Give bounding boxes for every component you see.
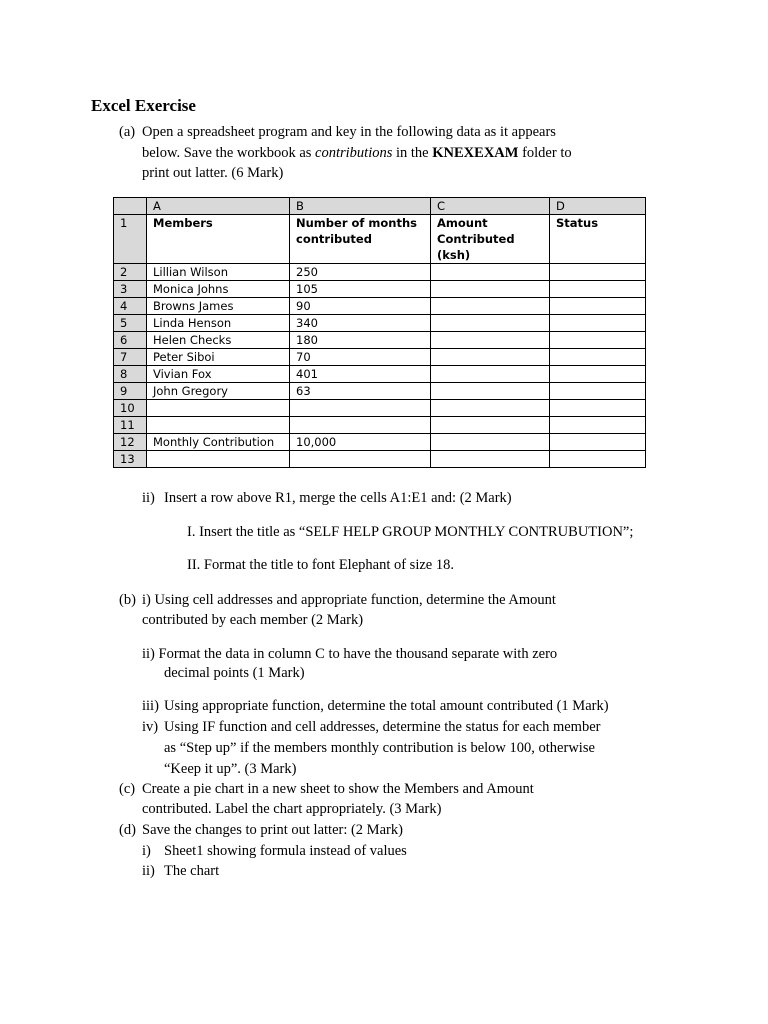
row-number: 3 bbox=[114, 281, 147, 298]
part-a-line-3: print out latter. (6 Mark) bbox=[142, 165, 284, 181]
table-cell: 340 bbox=[290, 315, 431, 332]
spreadsheet-table bbox=[113, 197, 646, 468]
table-cell bbox=[431, 383, 550, 400]
table-cell bbox=[147, 417, 290, 434]
header-cell: Number of months contributed bbox=[290, 215, 431, 264]
b-iv-label: iv) bbox=[142, 719, 159, 735]
table-row bbox=[114, 298, 646, 315]
table-row bbox=[114, 434, 646, 451]
table-cell bbox=[550, 417, 646, 434]
d-ii-text: The chart bbox=[164, 863, 220, 879]
column-letter: A bbox=[147, 198, 290, 215]
row-number: 1 bbox=[114, 215, 147, 264]
table-cell bbox=[550, 315, 646, 332]
table-cell bbox=[431, 315, 550, 332]
column-letter: D bbox=[550, 198, 646, 215]
table-cell bbox=[431, 349, 550, 366]
table-cell: Peter Siboi bbox=[147, 349, 290, 366]
table-cell bbox=[431, 400, 550, 417]
d-text: Save the changes to print out latter: (2 Mark) bbox=[142, 822, 403, 838]
table-cell: Vivian Fox bbox=[147, 366, 290, 383]
b-iv-line-2: as “Step up” if the members monthly contribution is below 100, otherwise bbox=[164, 740, 595, 756]
d-i-text: Sheet1 showing formula instead of values bbox=[164, 843, 407, 859]
part-a-text bbox=[142, 122, 572, 184]
b-iv-line-1: Using IF function and cell addresses, determine the status for each member bbox=[164, 719, 601, 735]
table-cell bbox=[550, 281, 646, 298]
table-cell: 10,000 bbox=[290, 434, 431, 451]
d-i-label: i) bbox=[142, 843, 151, 859]
table-cell bbox=[290, 451, 431, 468]
table-cell: John Gregory bbox=[147, 383, 290, 400]
part-a-line-1: Open a spreadsheet program and key in the following data as it appears bbox=[142, 124, 556, 140]
table-row bbox=[114, 281, 646, 298]
b-i-line-2: contributed by each member (2 Mark) bbox=[142, 612, 364, 628]
c-line-2: contributed. Label the chart appropriately. (3 Mark) bbox=[142, 801, 442, 817]
table-cell: 90 bbox=[290, 298, 431, 315]
table-cell: 180 bbox=[290, 332, 431, 349]
table-cell: Lillian Wilson bbox=[147, 264, 290, 281]
part-a-line-2-post: folder to bbox=[518, 144, 572, 161]
a-ii-sub-1: I. Insert the title as “SELF HELP GROUP MONTHLY CONTRUBUTION”; bbox=[187, 524, 634, 540]
part-a-line-2-pre: below. Save the workbook as bbox=[142, 144, 316, 161]
table-cell bbox=[147, 400, 290, 417]
table-cell: 401 bbox=[290, 366, 431, 383]
table-cell bbox=[431, 281, 550, 298]
b-ii-line-1: ii) Format the data in column C to have the thousand separate with zero bbox=[142, 646, 558, 662]
row-number: 12 bbox=[114, 434, 147, 451]
table-cell: 63 bbox=[290, 383, 431, 400]
table-row bbox=[114, 349, 646, 366]
part-b-label: (b) bbox=[119, 592, 136, 608]
row-number: 5 bbox=[114, 315, 147, 332]
table-row bbox=[114, 332, 646, 349]
row-number: 10 bbox=[114, 400, 147, 417]
part-a-line-2 bbox=[142, 143, 572, 164]
table-cell bbox=[147, 451, 290, 468]
table-cell bbox=[550, 349, 646, 366]
table-cell bbox=[550, 298, 646, 315]
b-ii-line-2: decimal points (1 Mark) bbox=[164, 665, 305, 681]
table-cell bbox=[550, 332, 646, 349]
table-cell: Linda Henson bbox=[147, 315, 290, 332]
table-cell bbox=[431, 451, 550, 468]
table-cell bbox=[431, 264, 550, 281]
table-cell: Monthly Contribution bbox=[147, 434, 290, 451]
row-number: 7 bbox=[114, 349, 147, 366]
table-cell: Browns James bbox=[147, 298, 290, 315]
corner-cell bbox=[114, 198, 147, 215]
table-cell bbox=[550, 264, 646, 281]
header-cell: Status bbox=[550, 215, 646, 264]
c-line-1: Create a pie chart in a new sheet to show the Members and Amount bbox=[142, 781, 534, 797]
table-cell: 105 bbox=[290, 281, 431, 298]
a-ii-label: ii) bbox=[142, 490, 155, 506]
part-a-line-2-mid: in the bbox=[392, 144, 433, 161]
d-ii-label: ii) bbox=[142, 863, 155, 879]
header-cell: Amount Contributed (ksh) bbox=[431, 215, 550, 264]
b-iii-text: Using appropriate function, determine the total amount contributed (1 Mark) bbox=[164, 698, 609, 714]
table-cell bbox=[550, 400, 646, 417]
row-number: 13 bbox=[114, 451, 147, 468]
table-row bbox=[114, 315, 646, 332]
row-number: 2 bbox=[114, 264, 147, 281]
table-cell bbox=[290, 417, 431, 434]
table-cell bbox=[550, 383, 646, 400]
table-cell bbox=[431, 298, 550, 315]
row-number: 11 bbox=[114, 417, 147, 434]
table-row bbox=[114, 383, 646, 400]
header-row bbox=[114, 215, 646, 264]
table-cell bbox=[290, 400, 431, 417]
table-cell: Helen Checks bbox=[147, 332, 290, 349]
table-cell bbox=[550, 366, 646, 383]
table-row bbox=[114, 417, 646, 434]
table-cell bbox=[431, 434, 550, 451]
table-row bbox=[114, 451, 646, 468]
column-letter: C bbox=[431, 198, 550, 215]
table-row bbox=[114, 400, 646, 417]
table-cell: 70 bbox=[290, 349, 431, 366]
table-cell bbox=[431, 417, 550, 434]
a-ii-text: Insert a row above R1, merge the cells A1:E1 and: (2 Mark) bbox=[164, 490, 512, 506]
b-i-line-1: i) Using cell addresses and appropriate function, determine the Amount bbox=[142, 592, 556, 608]
column-letter: B bbox=[290, 198, 431, 215]
folder-name: KNEXEXAM bbox=[432, 144, 519, 161]
part-a-label: (a) bbox=[119, 124, 136, 140]
table-cell: Monica Johns bbox=[147, 281, 290, 298]
row-number: 8 bbox=[114, 366, 147, 383]
a-ii-sub-2: II. Format the title to font Elephant of size 18. bbox=[187, 557, 454, 573]
column-letter-row bbox=[114, 198, 646, 215]
header-cell: Members bbox=[147, 215, 290, 264]
b-iv-line-3: “Keep it up”. (3 Mark) bbox=[164, 761, 297, 777]
table-row bbox=[114, 264, 646, 281]
table-cell bbox=[431, 332, 550, 349]
row-number: 6 bbox=[114, 332, 147, 349]
part-d-label: (d) bbox=[119, 822, 136, 838]
table-cell bbox=[431, 366, 550, 383]
table-row bbox=[114, 366, 646, 383]
part-c-label: (c) bbox=[119, 781, 136, 797]
page-title: Excel Exercise bbox=[91, 96, 196, 115]
table-cell: 250 bbox=[290, 264, 431, 281]
table-cell bbox=[550, 451, 646, 468]
b-iii-label: iii) bbox=[142, 698, 159, 714]
row-number: 9 bbox=[114, 383, 147, 400]
filename-contributions: contributions bbox=[315, 144, 393, 161]
row-number: 4 bbox=[114, 298, 147, 315]
table-cell bbox=[550, 434, 646, 451]
